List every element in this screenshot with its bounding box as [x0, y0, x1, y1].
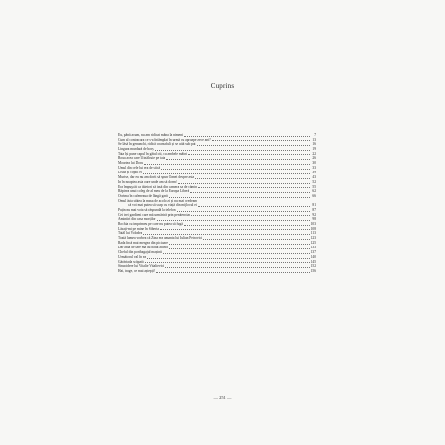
toc-entry-page: 43: [312, 175, 316, 180]
toc-entry-title: Lingura murdară de borș: [118, 147, 154, 152]
toc-leader-dots: [198, 187, 310, 188]
toc-leader-dots: [143, 234, 309, 235]
toc-entry-page: 140: [310, 254, 316, 259]
toc-entry-page: 22: [312, 151, 316, 156]
toc-leader-dots: [212, 140, 310, 141]
toc-entry-page: 19: [312, 147, 316, 152]
toc-entry-page: 123: [310, 236, 316, 241]
toc-leader-dots: [155, 150, 310, 151]
toc-entry-title: Cum al contracara ce s-a întâmplat în urmă cu aproape zece ani?: [118, 137, 211, 142]
toc-entry-title: Ocrima în cafeneaua de lângă gară: [118, 193, 168, 198]
table-of-contents: [118, 133, 316, 274]
toc-leader-dots: [178, 183, 310, 184]
toc-entry-title: Următorul val în ea: [118, 254, 147, 259]
toc-entry-title: Puțin nu mai voia să răspundă la telefon: [118, 208, 176, 212]
toc-entry-title: Roua acea care îl inălcuie pe tata: [118, 156, 166, 161]
toc-entry-page: 152: [310, 264, 316, 269]
toc-entry-title: Eu, până acum, nu am ridicat mâna la nimeni: [118, 133, 184, 137]
toc-entry-title: Tatăl lui Volodea: [118, 231, 143, 236]
toc-leader-dots: [144, 164, 310, 165]
toc-entry-page: 87: [312, 208, 316, 212]
toc-entry-title: Sinucidere lui Vitalie Vitalievici: [118, 264, 165, 269]
toc-entry-title: Omul ăsta stătea la masa de acolo zi și nu mai credeam: [118, 198, 198, 203]
toc-entry-page: 55: [312, 184, 316, 189]
toc-entry-page: 30: [312, 161, 316, 166]
toc-entry-page: 33: [312, 165, 316, 170]
toc-entry-title: Dar abia de tare mă au bătut atunci: [118, 245, 169, 250]
toc-leader-dots: [184, 136, 310, 137]
toc-leader-dots: [169, 248, 309, 249]
toc-leader-dots: [184, 225, 310, 226]
toc-entry-title: că voi mai putea să scap cu viață din mijlocul ei: [128, 203, 197, 208]
toc-entry-title: Lisba și copiii ei: [118, 170, 142, 175]
toc-entry-page: 39: [312, 170, 316, 175]
toc-entry-page: 137: [310, 250, 316, 255]
toc-entry-page: 156: [310, 268, 316, 273]
toc-entry-page: 108: [310, 226, 316, 231]
toc-leader-dots: [156, 272, 309, 273]
toc-leader-dots: [190, 192, 310, 193]
toc-entry-title: Toată lumea vorbea că Zina era amanta lui Iulian Petrovici: [118, 236, 203, 241]
toc-leader-dots: [188, 154, 310, 155]
toc-leader-dots: [157, 220, 310, 221]
toc-leader-dots: [197, 145, 310, 146]
toc-entry-title: În în noaptea asta oare unde am să dorm?: [118, 179, 178, 184]
toc-entry-page: 62: [312, 189, 316, 194]
toc-entry-page: 81: [312, 203, 316, 208]
toc-entry-title: Moartea lui Doru: [118, 161, 143, 166]
toc-entry-title: Hai, trage, ce mai aștepți?: [118, 268, 156, 273]
toc-entry-title: Murise, dar eu nu am dorit să spun Oanei despre asta: [118, 175, 195, 180]
toc-entry-page: 145: [310, 259, 316, 264]
toc-leader-dots: [147, 258, 310, 259]
toc-entry-page: 7: [314, 133, 316, 137]
toc-entry-page: 113: [310, 231, 316, 236]
toc-leader-dots: [143, 173, 310, 174]
toc-leader-dots: [163, 253, 310, 254]
toc-entry-title: Era împuşcăt ca tăietori să iasă din camera sa de cămin: [118, 184, 198, 189]
toc-entry-page: 103: [310, 222, 316, 227]
toc-leader-dots: [145, 262, 310, 263]
toc-entry-title: Rada încă mai mergea din picioare: [118, 240, 168, 245]
toc-leader-dots: [169, 197, 310, 198]
toc-entry-title: Rochia cu imprimeu pe care nu putea să fugă: [118, 222, 183, 227]
toc-leader-dots: [161, 169, 310, 170]
toc-entry-page: 13: [312, 137, 316, 142]
toc-entry-page: 125: [310, 240, 316, 245]
toc-entry-page: 52: [312, 179, 316, 184]
toc-entry: [118, 269, 316, 274]
toc-entry-page: 92: [312, 212, 316, 217]
toc-leader-dots: [166, 159, 310, 160]
toc-entry-title: Răpirea unui coleg de al meu de la Europa Liberă: [118, 189, 190, 194]
toc-leader-dots: [191, 215, 310, 216]
toc-leader-dots: [169, 244, 310, 245]
toc-entry-title: Tata își pune capul în gâtul oii, cu ambele mâini: [118, 151, 188, 156]
toc-entry-title: Cei trei gardieni care mă urmăriră prin penitenciar: [118, 212, 191, 217]
toc-entry-title: Lăsați-mi pe mine în Siberia: [118, 226, 159, 231]
toc-entry-page: 26: [312, 156, 316, 161]
toc-leader-dots: [165, 267, 309, 268]
page-title: Cuprins: [210, 82, 235, 90]
toc-leader-dots: [198, 206, 310, 207]
toc-entry-title: Gărăriada scăpată: [118, 259, 144, 264]
toc-entry-page: 98: [312, 217, 316, 222]
toc-leader-dots: [195, 178, 310, 179]
toc-entry-page: 66: [312, 193, 316, 198]
toc-entry-page: 133: [310, 245, 316, 250]
toc-leader-dots: [177, 211, 310, 212]
toc-entry-title: Umul din cele lui era de stică: [118, 165, 161, 170]
toc-leader-dots: [203, 239, 309, 240]
toc-entry-page: 16: [312, 142, 316, 147]
toc-leader-dots: [160, 229, 310, 230]
page-number: — 251 —: [213, 395, 232, 400]
toc-entry-title: Se lăsă în genunchi, ridică coarsafuli și se uită sub pat: [118, 142, 196, 147]
toc-entry-title: Amintiri din casa morților: [118, 217, 156, 222]
toc-entry-title: Cheful din portbagajul mașinii: [118, 250, 163, 255]
